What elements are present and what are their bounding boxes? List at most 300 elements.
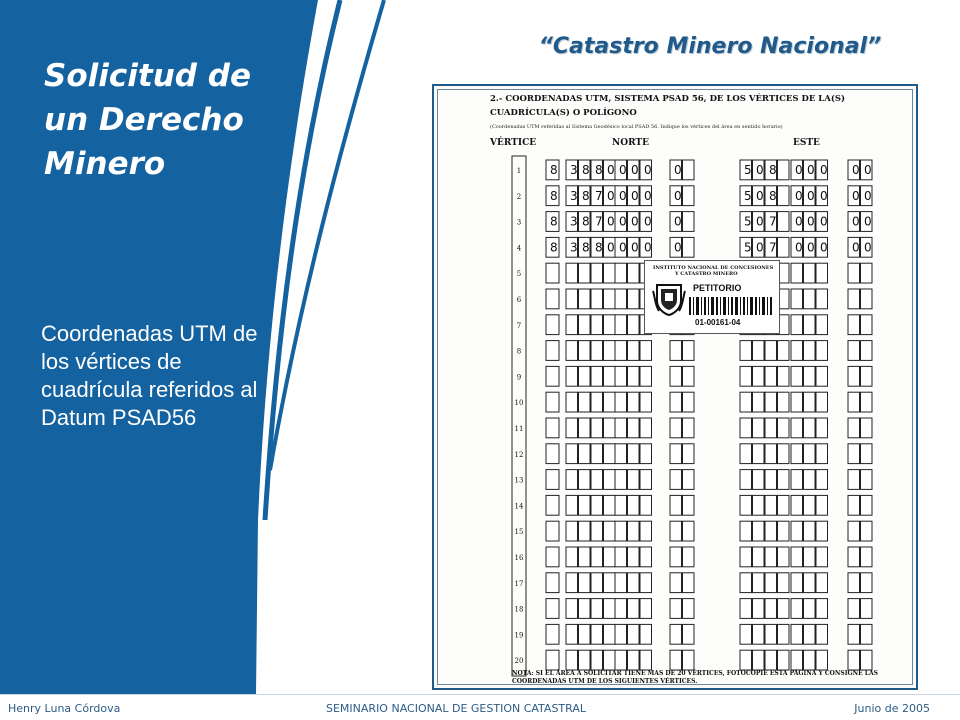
coordinate-box <box>765 444 777 464</box>
coordinate-box <box>579 573 591 593</box>
coordinate-box <box>640 444 652 464</box>
coordinate-box <box>753 366 765 386</box>
coordinate-box <box>640 366 652 386</box>
coordinate-box <box>683 160 695 180</box>
coordinate-box <box>566 289 578 309</box>
coordinate-box <box>804 392 816 412</box>
coordinate-box <box>591 392 603 412</box>
coordinate-box <box>753 495 765 515</box>
vertex-number: 14 <box>514 502 524 511</box>
coordinate-box <box>579 315 591 335</box>
coordinate-box <box>579 521 591 541</box>
coordinate-box <box>670 470 682 490</box>
handwritten-digit: 0 <box>756 214 764 229</box>
handwritten-digit: 7 <box>769 214 777 229</box>
handwritten-digit: 0 <box>795 240 803 255</box>
coordinate-box <box>604 573 616 593</box>
vertex-number: 8 <box>516 347 522 356</box>
coordinate-box <box>804 418 816 438</box>
handwritten-digit: 0 <box>795 214 803 229</box>
coordinate-box <box>604 366 616 386</box>
vertex-number: 18 <box>514 605 524 614</box>
coordinate-box <box>566 366 578 386</box>
handwritten-digit: 0 <box>619 163 627 177</box>
coordinate-box <box>753 444 765 464</box>
coordinate-box <box>579 366 591 386</box>
coordinate-box <box>848 444 860 464</box>
stamp-title: PETITORIO <box>693 283 742 293</box>
handwritten-digit: 0 <box>631 214 639 229</box>
vertex-column <box>512 156 526 676</box>
coordinate-box <box>546 315 559 335</box>
handwritten-digit: 0 <box>644 188 652 203</box>
handwritten-digit: 7 <box>769 240 777 255</box>
handwritten-digit: 5 <box>744 163 752 177</box>
coordinate-box <box>579 624 591 644</box>
handwritten-digit: 0 <box>644 214 652 229</box>
coordinate-box <box>791 418 803 438</box>
form-note: (Coordenadas UTM referidas al Sistema Geodésico local PSAD 56. Indique los vértices del área en sentido horario) <box>490 124 783 130</box>
coordinate-box <box>546 547 559 567</box>
coordinate-box <box>804 521 816 541</box>
vertex-number: 2 <box>516 192 522 201</box>
coordinate-box <box>579 495 591 515</box>
handwritten-digit: 0 <box>607 240 615 255</box>
side-description: Coordenadas UTM de los vértices de cuadrícula referidos al Datum PSAD56 <box>41 321 258 430</box>
coordinate-box <box>628 495 640 515</box>
coordinate-box <box>753 418 765 438</box>
vertex-number: 5 <box>516 270 522 279</box>
coordinate-box <box>765 392 777 412</box>
coordinate-box <box>628 392 640 412</box>
coordinate-box <box>740 495 752 515</box>
coordinate-box <box>848 547 860 567</box>
vertex-number: 12 <box>514 450 524 459</box>
coordinate-box <box>579 444 591 464</box>
coordinate-box <box>791 315 803 335</box>
coordinate-box <box>848 289 860 309</box>
stamp-number: 01-00161-04 <box>695 318 741 327</box>
coordinate-box <box>604 547 616 567</box>
coordinate-box <box>816 418 828 438</box>
handwritten-digit: 7 <box>595 214 603 229</box>
vertex-number: 4 <box>516 244 522 253</box>
coordinate-box <box>591 444 603 464</box>
coordinate-box <box>804 624 816 644</box>
handwritten-digit: 0 <box>607 188 615 203</box>
coordinate-box <box>683 366 695 386</box>
handwritten-digit: 0 <box>674 188 682 203</box>
coordinate-box <box>683 599 695 619</box>
handwritten-digit: 8 <box>582 240 590 255</box>
coordinate-box <box>579 470 591 490</box>
coordinate-box <box>683 418 695 438</box>
coordinate-box <box>740 392 752 412</box>
coordinate-box <box>670 392 682 412</box>
handwritten-digit: 0 <box>852 163 860 177</box>
coordinate-box <box>628 341 640 361</box>
coordinate-box <box>640 650 652 670</box>
coordinate-box <box>566 263 578 283</box>
coordinate-box <box>861 547 873 567</box>
coordinate-box <box>640 573 652 593</box>
coordinate-box <box>816 289 828 309</box>
coordinate-box <box>778 392 790 412</box>
coordinate-box <box>753 599 765 619</box>
coordinate-box <box>848 392 860 412</box>
coordinate-box <box>765 341 777 361</box>
coordinate-box <box>615 470 627 490</box>
coordinate-box <box>791 521 803 541</box>
coordinate-box <box>628 650 640 670</box>
handwritten-digit: 0 <box>619 240 627 255</box>
coordinate-box <box>778 160 790 180</box>
handwritten-digit: 8 <box>582 163 590 177</box>
vertex-number: 17 <box>514 579 524 588</box>
coordinate-box <box>804 289 816 309</box>
coordinate-box <box>579 418 591 438</box>
coordinate-box <box>591 624 603 644</box>
coordinate-box <box>604 521 616 541</box>
coordinate-box <box>861 341 873 361</box>
coordinate-box <box>778 341 790 361</box>
coordinate-box <box>816 547 828 567</box>
coordinate-box <box>566 547 578 567</box>
coordinate-box <box>546 263 559 283</box>
coordinate-box <box>861 573 873 593</box>
coordinate-box <box>579 263 591 283</box>
coordinate-box <box>670 573 682 593</box>
coordinate-box <box>816 573 828 593</box>
coordinate-box <box>640 599 652 619</box>
coordinate-box <box>791 495 803 515</box>
handwritten-digit: 0 <box>820 214 828 229</box>
footer-author: Henry Luna Córdova <box>8 702 121 715</box>
coordinate-box <box>640 521 652 541</box>
vertex-number: 3 <box>516 218 522 227</box>
coordinate-box <box>670 495 682 515</box>
coordinate-box <box>765 624 777 644</box>
coordinate-box <box>683 573 695 593</box>
coordinate-box <box>615 521 627 541</box>
coordinate-box <box>615 263 627 283</box>
handwritten-digit: 8 <box>595 163 603 177</box>
coordinate-box <box>778 237 790 257</box>
handwritten-digit: 0 <box>631 240 639 255</box>
coordinate-box <box>640 624 652 644</box>
coordinate-box <box>740 418 752 438</box>
coat-of-arms-icon <box>651 281 687 317</box>
coordinate-box <box>816 470 828 490</box>
coordinate-box <box>791 366 803 386</box>
coordinate-box <box>791 573 803 593</box>
coordinate-box <box>670 599 682 619</box>
coordinate-box <box>604 392 616 412</box>
coordinate-box <box>861 418 873 438</box>
coordinate-box <box>579 599 591 619</box>
coordinate-box <box>848 573 860 593</box>
coordinate-box <box>670 521 682 541</box>
handwritten-digit: 0 <box>607 214 615 229</box>
coordinate-box <box>740 444 752 464</box>
coordinate-box <box>683 624 695 644</box>
coordinate-box <box>740 624 752 644</box>
coordinate-box <box>670 650 682 670</box>
coordinate-box <box>861 263 873 283</box>
coordinate-box <box>566 521 578 541</box>
stamp-institute-line1: INSTITUTO NACIONAL DE CONCESIONES <box>653 265 774 271</box>
coordinate-box <box>670 547 682 567</box>
coordinate-box <box>591 418 603 438</box>
coordinate-box <box>753 573 765 593</box>
coordinate-box <box>861 624 873 644</box>
column-este: ESTE <box>793 138 820 148</box>
coordinate-box <box>816 650 828 670</box>
vertex-number: 7 <box>516 321 522 330</box>
handwritten-digit: 0 <box>631 163 639 177</box>
vertex-number: 9 <box>516 373 522 382</box>
coordinate-box <box>765 599 777 619</box>
coordinate-box <box>546 624 559 644</box>
handwritten-digit: 0 <box>864 188 872 203</box>
handwritten-digit: 3 <box>570 163 578 177</box>
coordinate-box <box>546 470 559 490</box>
coordinate-box <box>670 341 682 361</box>
coordinate-box <box>791 444 803 464</box>
form-heading-line1: 2.- COORDENADAS UTM, SISTEMA PSAD 56, DE LOS VÉRTICES DE LA(S) <box>490 94 846 104</box>
coordinate-box <box>683 186 695 206</box>
slide-title: “Catastro Minero Nacional” <box>538 34 882 59</box>
handwritten-digit: 3 <box>570 188 578 203</box>
coordinate-box <box>848 366 860 386</box>
coordinate-box <box>615 444 627 464</box>
coordinate-box <box>628 573 640 593</box>
coordinate-box <box>615 624 627 644</box>
coordinate-box <box>804 341 816 361</box>
coordinate-box <box>628 599 640 619</box>
coordinate-box <box>579 547 591 567</box>
coordinate-box <box>778 599 790 619</box>
coordinate-box <box>640 418 652 438</box>
coordinate-box <box>816 521 828 541</box>
handwritten-digit: 0 <box>756 188 764 203</box>
coordinate-box <box>628 470 640 490</box>
coordinate-box <box>848 315 860 335</box>
coordinate-box <box>861 392 873 412</box>
coordinate-box <box>804 650 816 670</box>
handwritten-digit: 3 <box>570 240 578 255</box>
coordinate-box <box>740 366 752 386</box>
coordinate-box <box>778 547 790 567</box>
coordinate-box <box>615 392 627 412</box>
handwritten-digit: 0 <box>795 163 803 177</box>
coordinate-box <box>591 650 603 670</box>
coordinate-box <box>848 341 860 361</box>
coordinate-box <box>640 392 652 412</box>
coordinate-box <box>546 418 559 438</box>
coordinate-box <box>848 418 860 438</box>
footer-date: Junio de 2005 <box>854 702 930 715</box>
coordinate-box <box>848 599 860 619</box>
coordinate-box <box>778 573 790 593</box>
coordinate-box <box>861 495 873 515</box>
coordinate-box <box>615 341 627 361</box>
handwritten-digit: 0 <box>864 214 872 229</box>
coordinate-box <box>765 650 777 670</box>
coordinate-box <box>670 444 682 464</box>
coordinate-box <box>791 547 803 567</box>
handwritten-digit: 0 <box>852 240 860 255</box>
coordinate-box <box>848 521 860 541</box>
vertex-number: 10 <box>514 399 524 408</box>
coordinate-box <box>791 470 803 490</box>
coordinate-box <box>546 495 559 515</box>
coordinate-box <box>816 624 828 644</box>
handwritten-digit: 0 <box>644 240 652 255</box>
handwritten-digit: 8 <box>582 188 590 203</box>
handwritten-digit: 8 <box>582 214 590 229</box>
coordinate-box <box>683 212 695 232</box>
vertex-number: 13 <box>514 476 524 485</box>
coordinate-box <box>579 289 591 309</box>
vertex-number: 15 <box>514 528 524 537</box>
handwritten-digit: 8 <box>769 188 777 203</box>
coordinate-box <box>546 392 559 412</box>
coordinate-box <box>591 470 603 490</box>
coordinate-box <box>604 263 616 283</box>
scanned-form <box>432 84 918 690</box>
coordinate-box <box>765 573 777 593</box>
coordinate-box <box>591 341 603 361</box>
coordinate-box <box>615 418 627 438</box>
coordinate-box <box>604 624 616 644</box>
coordinate-box <box>804 547 816 567</box>
coordinate-box <box>628 547 640 567</box>
coordinate-box <box>604 470 616 490</box>
coordinate-box <box>816 341 828 361</box>
coordinate-box <box>861 366 873 386</box>
coordinate-box <box>604 650 616 670</box>
coordinate-box <box>591 547 603 567</box>
handwritten-digit: 8 <box>769 163 777 177</box>
vertex-number: 19 <box>514 631 524 640</box>
coordinate-box <box>628 624 640 644</box>
coordinate-box <box>546 444 559 464</box>
coordinate-box <box>615 495 627 515</box>
handwritten-digit: 0 <box>807 188 815 203</box>
coordinate-box <box>604 315 616 335</box>
coordinate-box <box>683 547 695 567</box>
coordinate-box <box>778 186 790 206</box>
coordinate-box <box>546 650 559 670</box>
coordinate-box <box>816 444 828 464</box>
coordinate-box <box>683 444 695 464</box>
coordinate-box <box>604 341 616 361</box>
handwritten-digit: 5 <box>744 188 752 203</box>
coordinate-box <box>628 263 640 283</box>
coordinate-box <box>591 289 603 309</box>
handwritten-digit: 8 <box>595 240 603 255</box>
coordinate-box <box>591 521 603 541</box>
handwritten-digit: 8 <box>550 163 558 177</box>
coordinate-box <box>546 366 559 386</box>
coordinate-box <box>566 392 578 412</box>
coordinate-box <box>615 573 627 593</box>
handwritten-digit: 0 <box>795 188 803 203</box>
coordinate-box <box>566 573 578 593</box>
coordinate-box <box>604 495 616 515</box>
coordinate-box <box>566 418 578 438</box>
handwritten-digit: 0 <box>864 240 872 255</box>
coordinate-box <box>740 547 752 567</box>
coordinate-box <box>615 650 627 670</box>
coordinate-box <box>765 418 777 438</box>
coordinate-box <box>604 444 616 464</box>
vertex-number: 1 <box>516 167 522 175</box>
coordinate-box <box>778 470 790 490</box>
coordinate-box <box>753 392 765 412</box>
coordinate-box <box>740 599 752 619</box>
form-footer-note: NOTA: SI EL ÁREA A SOLICITAR TIENE MAS DE 20 VÉRTICES, FOTOCOPIE ESTA PÁGINA Y CONSIGNE LAS COORDENADAS UTM DE LOS SIGUIENTES VÉRTICES. <box>512 670 879 685</box>
coordinate-box <box>848 650 860 670</box>
coordinate-box <box>778 366 790 386</box>
coordinate-box <box>683 341 695 361</box>
coordinate-box <box>628 444 640 464</box>
coordinate-box <box>740 573 752 593</box>
coordinate-box <box>566 599 578 619</box>
coordinate-box <box>804 366 816 386</box>
coordinate-box <box>546 341 559 361</box>
coordinate-box <box>765 521 777 541</box>
slide-footer <box>0 694 960 720</box>
coordinate-box <box>804 263 816 283</box>
coordinate-box <box>753 547 765 567</box>
handwritten-digit: 0 <box>619 214 627 229</box>
coordinate-box <box>778 624 790 644</box>
coordinate-box <box>566 624 578 644</box>
coordinate-box <box>753 650 765 670</box>
coordinate-box <box>791 341 803 361</box>
handwritten-digit: 0 <box>807 214 815 229</box>
coordinate-box <box>604 599 616 619</box>
coordinate-box <box>816 392 828 412</box>
barcode-icon <box>689 297 775 315</box>
coordinate-box <box>740 341 752 361</box>
coordinate-box <box>848 263 860 283</box>
coordinate-box <box>670 366 682 386</box>
coordinate-box <box>628 521 640 541</box>
coordinate-box <box>778 444 790 464</box>
coordinate-box <box>816 263 828 283</box>
coordinate-box <box>604 418 616 438</box>
coordinate-box <box>753 521 765 541</box>
coordinate-box <box>683 470 695 490</box>
handwritten-digit: 8 <box>550 214 558 229</box>
handwritten-digit: 8 <box>550 188 558 203</box>
coordinate-box <box>604 289 616 309</box>
coordinate-box <box>591 263 603 283</box>
coordinate-box <box>765 366 777 386</box>
coordinate-box <box>753 624 765 644</box>
coordinate-box <box>566 315 578 335</box>
handwritten-digit: 5 <box>744 240 752 255</box>
coordinate-box <box>546 289 559 309</box>
form-sheet <box>437 89 913 685</box>
coordinate-box <box>804 470 816 490</box>
coordinate-box <box>861 521 873 541</box>
petitorio-stamp <box>644 260 780 334</box>
coordinate-box <box>816 366 828 386</box>
